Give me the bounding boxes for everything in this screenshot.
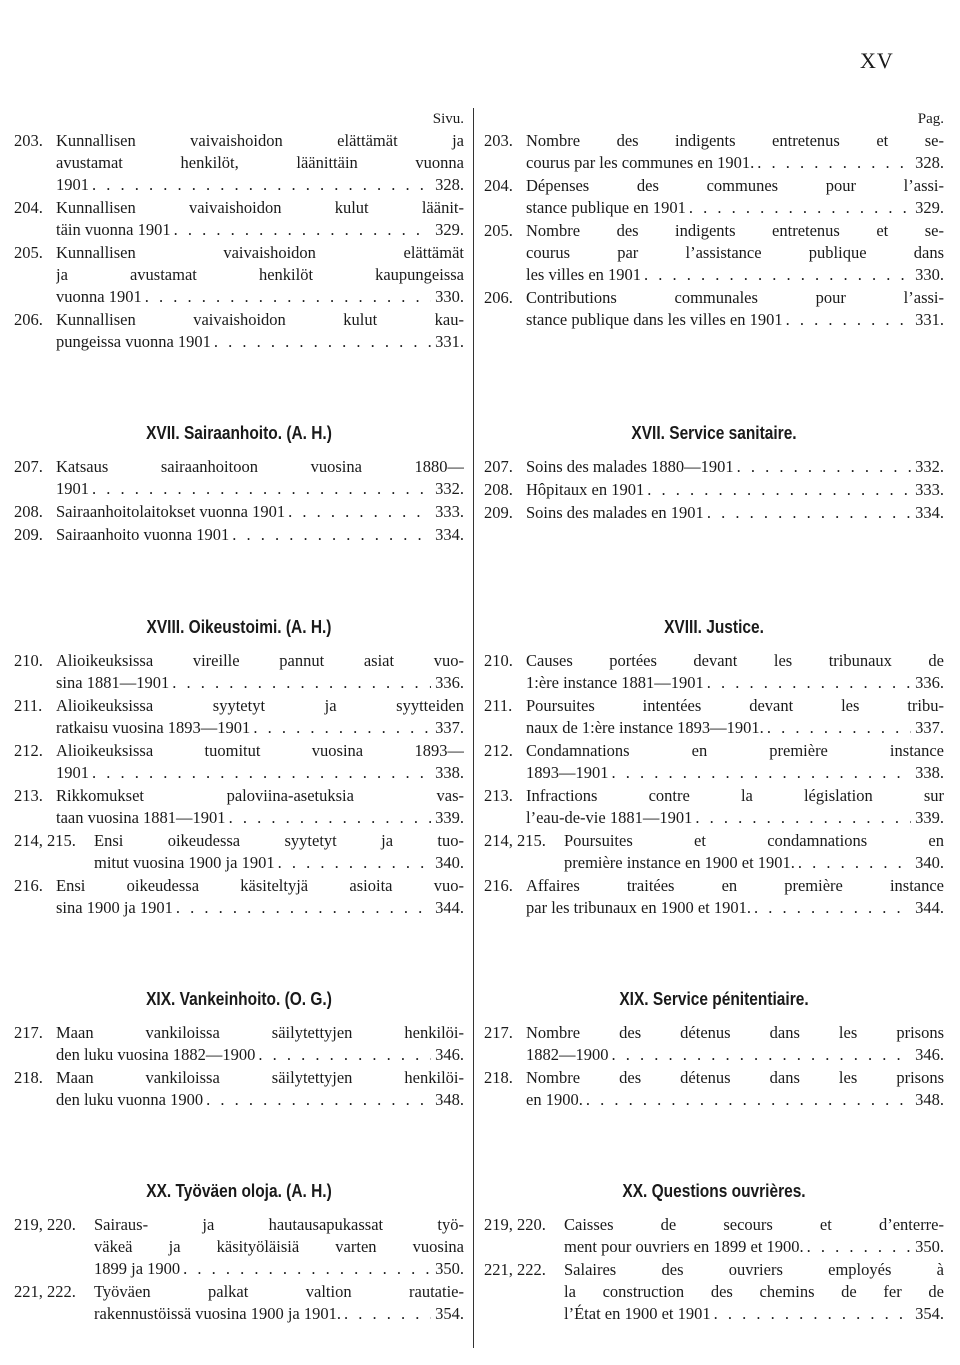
french-section [484, 1178, 944, 1326]
dot-leader [173, 897, 431, 919]
entry-page: 336. [435, 673, 464, 692]
entry-body [526, 1022, 944, 1066]
entry-number: 219, 220. [14, 1215, 76, 1234]
entry-line: Nombre des indigents entretenus et se- [526, 221, 944, 240]
entry-line: Rikkomukset paloviina-asetuksia vas- [56, 786, 464, 805]
entry-text: pungeissa vuonna 1901 [56, 332, 211, 351]
dot-leader [142, 286, 431, 308]
entry-page: 348. [915, 1090, 944, 1109]
entry-page: 350. [915, 1237, 944, 1256]
entry-body [526, 1067, 944, 1111]
entry-line [526, 807, 944, 829]
entry-text: den luku vuonna 1900 [56, 1090, 204, 1109]
entry-body [94, 1281, 464, 1325]
entry-text: 1899 ja 1900 [94, 1259, 181, 1278]
entry-line [56, 331, 464, 353]
french-column [484, 108, 944, 332]
entry-line [526, 479, 944, 501]
toc-entry [484, 1214, 944, 1258]
entry-number: 209. [14, 525, 43, 544]
entry-body [56, 1022, 464, 1066]
entry-number: 212. [484, 741, 513, 760]
entry-number: 216. [14, 876, 43, 895]
entry-text: 1:ère instance 1881—1901 [526, 673, 704, 692]
finnish-section [14, 1178, 464, 1326]
entry-line [526, 672, 944, 694]
entry-line: Työväen palkat valtion rautatie- [94, 1282, 464, 1301]
entry-line: Causes portées devant les tribunaux de [526, 651, 944, 670]
entry-page: 334. [435, 525, 464, 544]
entry-number: 211. [484, 696, 513, 715]
toc-entry [484, 1067, 944, 1111]
entry-body [564, 830, 944, 874]
dot-leader [644, 479, 911, 501]
toc-entry [14, 1281, 464, 1325]
entry-text: courus par les communes en 1901. [526, 153, 755, 172]
entry-number: 218. [14, 1068, 43, 1087]
toc-entry [484, 740, 944, 784]
entry-text: l’eau-de-vie 1881—1901 [526, 808, 693, 827]
entry-line [526, 197, 944, 219]
entry-number: 210. [484, 651, 513, 670]
page-column-header: Sivu. [432, 111, 464, 127]
toc-entry [14, 830, 464, 874]
entry-text: Soins des malades 1880—1901 [526, 457, 734, 476]
entry-page: 344. [435, 898, 464, 917]
entry-line [56, 1089, 464, 1111]
dot-leader [203, 1089, 431, 1111]
entry-page: 333. [435, 502, 464, 521]
entry-page: 330. [435, 287, 464, 306]
dot-leader [169, 672, 431, 694]
entry-line [526, 1044, 944, 1066]
entry-line: Kunnallisen vaivaishoidon elättämät ja [56, 131, 464, 150]
entry-line [526, 762, 944, 784]
entry-body [56, 197, 464, 241]
entry-line: Ensi oikeudessa syytetyt ja tuo- [94, 831, 464, 850]
entry-text: 1901 [56, 763, 89, 782]
section-title: XIX. Service pénitentiaire. [619, 989, 809, 1009]
entry-text: ratkaisu vuosina 1893—1901 [56, 718, 251, 737]
entry-text: Soins des malades en 1901 [526, 503, 704, 522]
entry-line [56, 807, 464, 829]
entry-line [526, 264, 944, 286]
entry-body [56, 501, 464, 523]
toc-entry [484, 1259, 944, 1325]
toc-entry [14, 1067, 464, 1111]
dot-leader [285, 501, 431, 523]
toc-entry [14, 130, 464, 196]
entry-page: 334. [915, 503, 944, 522]
entry-line [56, 501, 464, 523]
dot-leader [211, 331, 431, 353]
entry-page: 338. [915, 763, 944, 782]
entry-page: 340. [915, 853, 944, 872]
entry-page: 339. [915, 808, 944, 827]
dot-leader [641, 264, 911, 286]
entry-line [94, 852, 464, 874]
entry-text: sina 1900 ja 1901 [56, 898, 173, 917]
entry-number: 207. [14, 457, 43, 476]
french-top-entries [484, 130, 944, 331]
entry-page: 337. [915, 718, 944, 737]
entry-line [56, 478, 464, 500]
entry-line [526, 502, 944, 524]
entry-body [94, 830, 464, 874]
toc-entry [484, 785, 944, 829]
dot-leader [783, 309, 912, 331]
dot-leader [275, 852, 432, 874]
entry-body [56, 130, 464, 196]
entry-page: 350. [435, 1259, 464, 1278]
section-title: XVII. Service sanitaire. [631, 423, 797, 443]
dot-leader [764, 717, 911, 739]
entry-body [526, 130, 944, 174]
dot-leader [704, 502, 911, 524]
section-title: XVIII. Oikeustoimi. (A. H.) [146, 617, 332, 637]
entry-text: taan vuosina 1881—1901 [56, 808, 226, 827]
page-number: XV [860, 48, 894, 73]
entry-body [526, 650, 944, 694]
entry-body [526, 456, 944, 478]
entry-line [56, 174, 464, 196]
entry-text: rakennustöissä vuosina 1900 ja 1901. [94, 1304, 342, 1323]
entry-text: stance publique en 1901 [526, 198, 686, 217]
dot-leader [609, 1044, 912, 1066]
entry-body [526, 740, 944, 784]
entry-text: 1901 [56, 175, 89, 194]
toc-entry [14, 785, 464, 829]
toc-entry [484, 220, 944, 286]
entry-page: 337. [435, 718, 464, 737]
toc-entry [14, 456, 464, 500]
entry-body [94, 1214, 464, 1280]
entry-text: täin vuonna 1901 [56, 220, 171, 239]
section-title: XX. Questions ouvrières. [622, 1181, 806, 1201]
entry-page: 329. [435, 220, 464, 239]
entry-body [526, 220, 944, 286]
entry-body [526, 175, 944, 219]
entry-line: Kunnallisen vaivaishoidon kulut kau- [56, 310, 464, 329]
entry-line: Maan vankiloissa säilytettyjen henkilöi- [56, 1068, 464, 1087]
entry-number: 217. [14, 1023, 43, 1042]
entry-line: Nombre des indigents entretenus et se- [526, 131, 944, 150]
entry-line: Infractions contre la législation sur [526, 786, 944, 805]
entry-line: Katsaus sairaanhoitoon vuosina 1880— [56, 457, 464, 476]
dot-leader [89, 478, 431, 500]
finnish-section [14, 614, 464, 920]
finnish-section [14, 986, 464, 1112]
entry-line [94, 1258, 464, 1280]
french-section [484, 986, 944, 1112]
dot-leader [711, 1303, 911, 1325]
entry-line [564, 1236, 944, 1258]
entry-page: 328. [435, 175, 464, 194]
entry-body [564, 1259, 944, 1325]
entry-number: 213. [484, 786, 513, 805]
entry-line: Salaires des ouvriers employés à [564, 1260, 944, 1279]
entry-number: 216. [484, 876, 513, 895]
entry-number: 203. [484, 131, 513, 150]
entry-line [526, 152, 944, 174]
entry-body [56, 875, 464, 919]
entry-line [526, 456, 944, 478]
section-title: XIX. Vankeinhoito. (O. G.) [146, 989, 332, 1009]
entry-number: 207. [484, 457, 513, 476]
entry-page: 332. [915, 457, 944, 476]
page-column-header: Pag. [917, 111, 944, 127]
entry-body [56, 740, 464, 784]
toc-entry [14, 695, 464, 739]
toc-entry [14, 875, 464, 919]
entry-body [56, 242, 464, 308]
entry-text: 1901 [56, 479, 89, 498]
entry-text: 1893—1901 [526, 763, 609, 782]
entry-line [564, 852, 944, 874]
entry-line [564, 1303, 944, 1325]
entry-page: 354. [435, 1304, 464, 1323]
entry-number: 209. [484, 503, 513, 522]
toc-entry [14, 1214, 464, 1280]
entry-number: 204. [14, 198, 43, 217]
french-section [484, 420, 944, 525]
entry-page: 328. [915, 153, 944, 172]
entry-page: 340. [435, 853, 464, 872]
toc-entry [484, 130, 944, 174]
toc-entry [14, 740, 464, 784]
entry-line [56, 897, 464, 919]
french-section [484, 614, 944, 920]
entry-line: Kunnallisen vaivaishoidon kulut läänit- [56, 198, 464, 217]
toc-entry [484, 287, 944, 331]
entry-line: Sairaus- ja hautausapukassat työ- [94, 1215, 464, 1234]
entry-body [56, 1067, 464, 1111]
entry-number: 212. [14, 741, 43, 760]
entry-body [56, 650, 464, 694]
entry-page: 336. [915, 673, 944, 692]
entry-page: 344. [915, 898, 944, 917]
entry-body [56, 456, 464, 500]
entry-text: l’État en 1900 et 1901 [564, 1304, 711, 1323]
entry-page: 339. [435, 808, 464, 827]
entry-text: Sairaanhoito vuonna 1901 [56, 525, 230, 544]
dot-leader [692, 807, 911, 829]
entry-line: Condamnations en première instance [526, 741, 944, 760]
entry-line: ja avustamat henkilöt kaupungeissa [56, 265, 464, 284]
dot-leader [734, 456, 912, 478]
entry-body [526, 287, 944, 331]
entry-line: Ensi oikeudessa käsiteltyjä asioita vuo- [56, 876, 464, 895]
entry-number: 217. [484, 1023, 513, 1042]
entry-number: 203. [14, 131, 43, 150]
toc-entry [484, 479, 944, 501]
entry-text: les villes en 1901 [526, 265, 642, 284]
toc-entry [14, 524, 464, 546]
toc-entry [484, 456, 944, 478]
toc-entry [484, 650, 944, 694]
entry-line [56, 286, 464, 308]
entry-text: sina 1881—1901 [56, 673, 170, 692]
toc-entry [14, 650, 464, 694]
section-title: XVII. Sairaanhoito. (A. H.) [146, 423, 332, 443]
entry-body [526, 502, 944, 524]
entry-line: courus par l’assistance publique dans [526, 243, 944, 262]
entry-line [56, 672, 464, 694]
entry-page: 338. [435, 763, 464, 782]
entry-body [564, 1214, 944, 1258]
dot-leader [583, 1089, 911, 1111]
entry-number: 205. [484, 221, 513, 240]
entry-line [526, 897, 944, 919]
entry-line [56, 717, 464, 739]
entry-number: 205. [14, 243, 43, 262]
entry-line: Maan vankiloissa säilytettyjen henkilöi- [56, 1023, 464, 1042]
entry-body [56, 524, 464, 546]
dot-leader [704, 672, 911, 694]
entry-line: väkeä ja käsityöläisiä varten vuosina [94, 1237, 464, 1256]
entry-line [56, 524, 464, 546]
finnish-column [14, 108, 464, 354]
toc-entry [14, 197, 464, 241]
entry-line: Alioikeuksissa tuomitut vuosina 1893— [56, 741, 464, 760]
entry-line: avustamat henkilöt, läänittäin vuonna [56, 153, 464, 172]
entry-number: 206. [484, 288, 513, 307]
entry-number: 221, 222. [484, 1260, 546, 1279]
entry-page: 346. [435, 1045, 464, 1064]
dot-leader [180, 1258, 431, 1280]
entry-page: 348. [435, 1090, 464, 1109]
dot-leader [804, 1236, 911, 1258]
entry-line: la construction des chemins de fer de [564, 1282, 944, 1301]
toc-entry [484, 175, 944, 219]
entry-text: vuonna 1901 [56, 287, 142, 306]
entry-line: Poursuites intentées devant les tribu- [526, 696, 944, 715]
entry-text: en 1900. [526, 1090, 583, 1109]
dot-leader [609, 762, 912, 784]
dot-leader [686, 197, 911, 219]
toc-entry [14, 309, 464, 353]
toc-entry [484, 875, 944, 919]
entry-text: stance publique dans les villes en 1901 [526, 310, 783, 329]
entry-number: 213. [14, 786, 43, 805]
column-divider [473, 108, 474, 1348]
dot-leader [171, 219, 432, 241]
entry-number: 219, 220. [484, 1215, 546, 1234]
dot-leader [255, 1044, 431, 1066]
entry-text: naux de 1:ère instance 1893—1901. [526, 718, 764, 737]
entry-line: Contributions communales pour l’assi- [526, 288, 944, 307]
entry-text: 1882—1900 [526, 1045, 609, 1064]
entry-text: Hôpitaux en 1901 [526, 480, 645, 499]
entry-page: 346. [915, 1045, 944, 1064]
entry-number: 208. [484, 480, 513, 499]
entry-text: mitut vuosina 1900 ja 1901 [94, 853, 275, 872]
entry-number: 214, 215. [484, 831, 546, 850]
entry-line: Nombre des détenus dans les prisons [526, 1023, 944, 1042]
entry-page: 333. [915, 480, 944, 499]
entry-body [56, 785, 464, 829]
entry-page: 331. [435, 332, 464, 351]
entry-text: par les tribunaux en 1900 et 1901. [526, 898, 751, 917]
entry-number: 221, 222. [14, 1282, 76, 1301]
dot-leader [751, 897, 911, 919]
toc-entry [484, 1022, 944, 1066]
toc-entry [14, 242, 464, 308]
dot-leader [89, 762, 431, 784]
entry-text: ment pour ouvriers en 1899 et 1900. [564, 1237, 804, 1256]
entry-page: 330. [915, 265, 944, 284]
section-title: XX. Työväen oloja. (A. H.) [146, 1181, 332, 1201]
dot-leader [754, 152, 911, 174]
entry-text: première instance en 1900 et 1901. [564, 853, 795, 872]
toc-entry [484, 695, 944, 739]
entry-body [526, 875, 944, 919]
entry-line [56, 762, 464, 784]
entry-text: Sairaanhoitolaitokset vuonna 1901 [56, 502, 286, 521]
dot-leader [229, 524, 431, 546]
entry-page: 332. [435, 479, 464, 498]
entry-body [526, 695, 944, 739]
entry-line [56, 219, 464, 241]
entry-number: 208. [14, 502, 43, 521]
toc-entry [14, 501, 464, 523]
toc-entry [484, 502, 944, 524]
entry-body [526, 785, 944, 829]
section-title: XVIII. Justice. [664, 617, 764, 637]
entry-body [526, 479, 944, 501]
toc-entry [14, 1022, 464, 1066]
entry-line: Alioikeuksissa vireille pannut asiat vuo- [56, 651, 464, 670]
entry-page: 354. [915, 1304, 944, 1323]
entry-number: 214, 215. [14, 831, 76, 850]
entry-line: Affaires traitées en première instance [526, 876, 944, 895]
dot-leader [89, 174, 431, 196]
entry-line [526, 717, 944, 739]
dot-leader [341, 1303, 431, 1325]
toc-entry [484, 830, 944, 874]
entry-line: Poursuites et condamnations en [564, 831, 944, 850]
entry-text: den luku vuosina 1882—1900 [56, 1045, 256, 1064]
entry-line [526, 1089, 944, 1111]
entry-number: 204. [484, 176, 513, 195]
entry-number: 211. [14, 696, 43, 715]
dot-leader [795, 852, 911, 874]
finnish-top-entries [14, 130, 464, 353]
entry-page: 329. [915, 198, 944, 217]
entry-page: 331. [915, 310, 944, 329]
finnish-section [14, 420, 464, 547]
dot-leader [250, 717, 431, 739]
entry-line: Kunnallisen vaivaishoidon elättämät [56, 243, 464, 262]
entry-line: Dépenses des communes pour l’assi- [526, 176, 944, 195]
entry-body [56, 309, 464, 353]
entry-line [526, 309, 944, 331]
dot-leader [226, 807, 432, 829]
entry-line [56, 1044, 464, 1066]
entry-line: Alioikeuksissa syytetyt ja syytteiden [56, 696, 464, 715]
entry-line [94, 1303, 464, 1325]
entry-body [56, 695, 464, 739]
entry-number: 210. [14, 651, 43, 670]
entry-line: Caisses de secours et d’enterre- [564, 1215, 944, 1234]
entry-number: 218. [484, 1068, 513, 1087]
entry-line: Nombre des détenus dans les prisons [526, 1068, 944, 1087]
entry-number: 206. [14, 310, 43, 329]
